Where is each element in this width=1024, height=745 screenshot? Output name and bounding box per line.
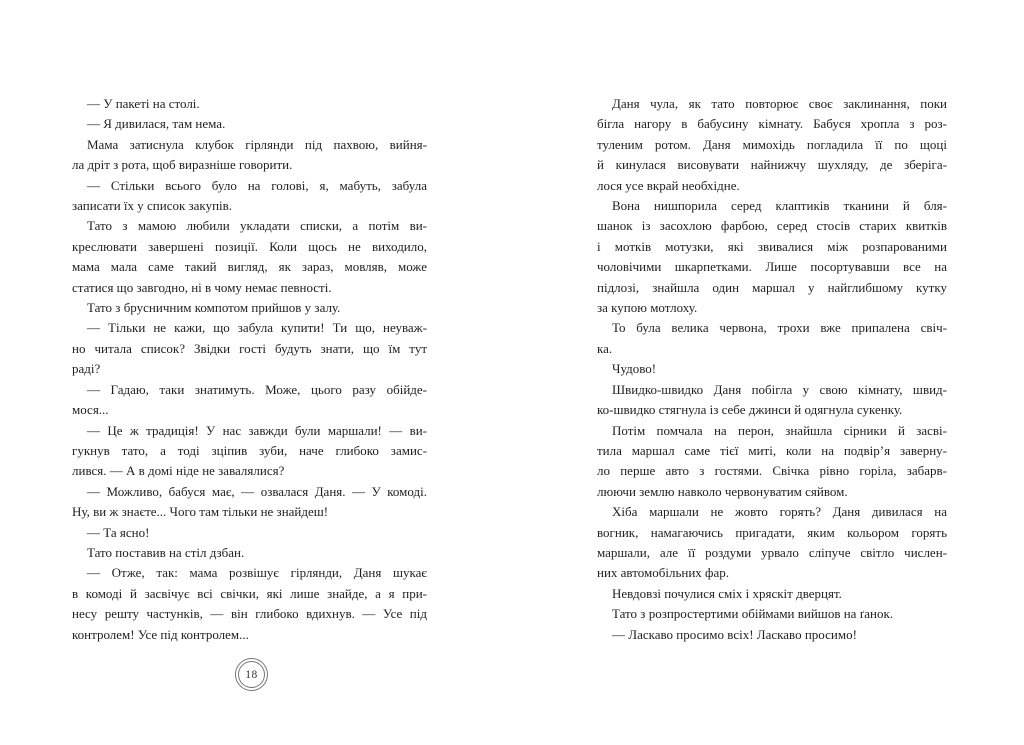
text-line: маршали, але її роздуми урвало сліпуче світло числен- <box>597 544 947 560</box>
text-line: раді? <box>72 361 101 377</box>
text-line: контролем! Усе під контролем... <box>72 626 249 642</box>
text-line: Чудово! <box>612 361 657 377</box>
text-line: Невдовзі почулися сміх і хряскіт дверцят. <box>612 585 842 601</box>
text-line: Тато з брусничним компотом прийшов у залу. <box>87 300 341 316</box>
page-number-badge <box>235 658 268 691</box>
text-line: туленим ротом. Даня мимохідь погладила її по щоці <box>597 136 947 152</box>
text-line: мама мала саме такий вигляд, як зараз, мовляв, може <box>72 259 427 275</box>
text-line: Ну, ви ж знаєте... Чого там тільки не знайдеш! <box>72 504 329 520</box>
text-line: — Тільки не кажи, що забула купити! Ти що, неуваж- <box>87 320 427 336</box>
text-line: записати їх у список закупів. <box>72 198 233 214</box>
text-line: — Та ясно! <box>87 524 150 540</box>
text-line: — Я дивилася, там нема. <box>87 116 226 132</box>
text-line: й кинулася висовувати найнижчу шухляду, де зберіга- <box>597 157 947 173</box>
text-line: но читала список? Звідки гості будуть знати, що їм тут <box>72 340 427 356</box>
text-line: них автомобільних фар. <box>597 565 729 581</box>
text-line: Тато з розпростертими обіймами вийшов на ґанок. <box>612 606 894 622</box>
text-line: лося усе вкрай необхідне. <box>597 177 740 193</box>
text-line: — Отже, так: мама розвішує гірлянди, Даня шукає <box>87 565 427 581</box>
text-line: Потім помчала на перон, знайшла сірники й засві- <box>612 422 947 438</box>
text-line: — Можливо, бабуся має, — озвалася Даня. — У комоді. <box>87 483 427 499</box>
text-line: креслювати завершені позиції. Коли щось не виходило, <box>72 238 427 254</box>
text-line: шанок із засохлою фарбою, серед стосів старих квитків <box>597 218 947 234</box>
text-line: люючи землю навколо червонуватим сяйвом. <box>597 483 848 499</box>
text-line: лився. — А в домі ніде не завалялися? <box>72 463 285 479</box>
text-line: — Це ж традиція! У нас завжди були маршали! — ви- <box>87 422 427 438</box>
text-line: ла дріт з рота, щоб виразніше говорити. <box>72 157 293 173</box>
text-line: ко-швидко стягнула із себе джинси й одягнула сукенку. <box>597 402 903 418</box>
text-line: мося... <box>72 402 109 418</box>
left-page-text <box>72 94 427 645</box>
text-line: в комоді й засвічує всі свічки, які лише знайде, а я при- <box>72 585 427 601</box>
text-line: за купою мотлоху. <box>597 300 698 316</box>
right-page-text <box>597 94 947 645</box>
text-line: чоловічими шкарпетками. Лише посортувавши все на <box>597 259 947 275</box>
text-line: вогник, намагаючись пригадати, яким кольором горять <box>597 524 947 540</box>
text-line: Хіба маршали не жовто горять? Даня дивилася на <box>612 504 947 520</box>
text-line: ло перше авто з гостями. Свічка рівно горіла, забарв- <box>597 463 947 479</box>
text-line: гукнув тато, а тоді зціпив зуби, наче глибоко замис- <box>72 442 427 458</box>
text-line: несу решту частунків, — він глибоко вдихнув. — Усе під <box>72 606 427 622</box>
text-line: статися що завгодно, ні в чому немає певності. <box>72 279 332 295</box>
text-line: Тато з мамою любили укладати списки, а потім ви- <box>87 218 427 234</box>
text-line: Швидко-швидко Даня побігла у свою кімнату, швид- <box>612 381 947 397</box>
text-line: — Стільки всього було на голові, я, мабуть, забула <box>87 177 427 193</box>
text-line: тила маршал саме тієї миті, коли на подвір’я заверну- <box>597 442 947 458</box>
text-line: бігла нагору в бабусину кімнату. Бабуся хропла з роз- <box>597 116 947 132</box>
text-line: підлозі, знайшла один маршал у найглибшому кутку <box>597 279 947 295</box>
text-line: Тато поставив на стіл дзбан. <box>87 544 245 560</box>
text-line: — Гадаю, таки знатимуть. Може, цього разу обійде- <box>87 381 427 397</box>
text-line: — Ласкаво просимо всіх! Ласкаво просимо! <box>612 626 857 642</box>
text-line: і мотків мотузки, які звивалися між розпарованими <box>597 238 947 254</box>
text-line: — У пакеті на столі. <box>87 96 200 111</box>
text-line: Мама затиснула клубок гірлянди під пахвою, вийня- <box>87 136 427 152</box>
text-line: Даня чула, як тато повторює своє заклинання, поки <box>612 96 947 111</box>
text-line: То була велика червона, трохи вже припалена свіч- <box>612 320 947 336</box>
text-line: Вона нишпорила серед клаптиків тканини й бля- <box>612 198 947 214</box>
page-number: 18 <box>245 668 258 681</box>
text-line: ка. <box>597 340 613 356</box>
